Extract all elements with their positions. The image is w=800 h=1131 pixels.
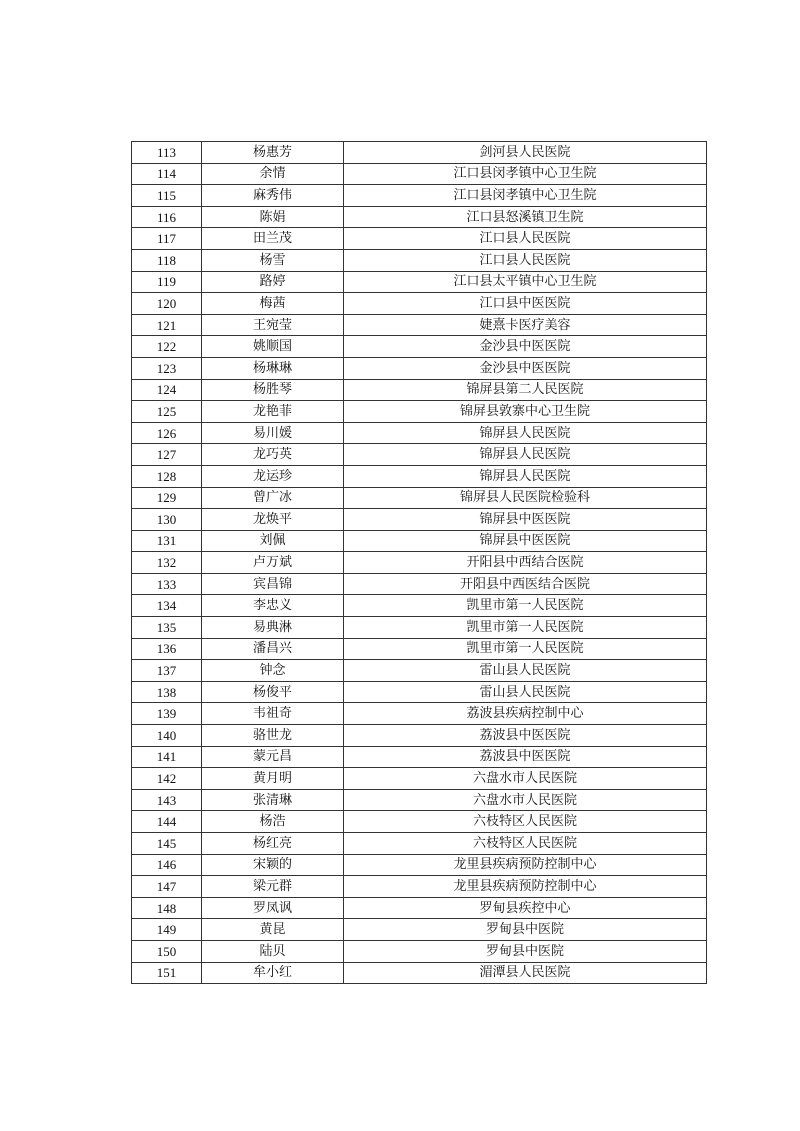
organization-cell: 龙里县疾病预防控制中心	[344, 854, 707, 876]
organization-cell: 罗甸县中医院	[344, 940, 707, 962]
person-name-cell: 卢万斌	[202, 552, 344, 574]
table-row	[132, 638, 707, 660]
organization-cell: 雷山县人民医院	[344, 681, 707, 703]
row-number-cell: 144	[132, 811, 202, 833]
person-name-cell: 余情	[202, 163, 344, 185]
table-row	[132, 444, 707, 466]
row-number-cell: 117	[132, 228, 202, 250]
table-row	[132, 660, 707, 682]
row-number-cell: 123	[132, 357, 202, 379]
person-name-cell: 杨俊平	[202, 681, 344, 703]
person-name-cell: 王宛莹	[202, 314, 344, 336]
person-name-cell: 骆世龙	[202, 725, 344, 747]
organization-cell: 凯里市第一人民医院	[344, 638, 707, 660]
table-row	[132, 336, 707, 358]
person-name-cell: 陆贝	[202, 940, 344, 962]
row-number-cell: 120	[132, 293, 202, 315]
organization-cell: 罗甸县中医院	[344, 919, 707, 941]
organization-cell: 金沙县中医医院	[344, 357, 707, 379]
person-name-cell: 钟念	[202, 660, 344, 682]
person-name-cell: 易川媛	[202, 422, 344, 444]
row-number-cell: 142	[132, 768, 202, 790]
row-number-cell: 119	[132, 271, 202, 293]
table-row	[132, 357, 707, 379]
person-name-cell: 杨雪	[202, 249, 344, 271]
organization-cell: 开阳县中西医结合医院	[344, 573, 707, 595]
row-number-cell: 131	[132, 530, 202, 552]
person-name-cell: 宾昌锦	[202, 573, 344, 595]
table-row	[132, 811, 707, 833]
table-row	[132, 962, 707, 984]
person-name-cell: 罗凤讽	[202, 897, 344, 919]
organization-cell: 凯里市第一人民医院	[344, 617, 707, 639]
roster-table-body	[132, 142, 707, 984]
person-name-cell: 杨胜琴	[202, 379, 344, 401]
row-number-cell: 116	[132, 206, 202, 228]
table-row	[132, 293, 707, 315]
person-name-cell: 黄月明	[202, 768, 344, 790]
row-number-cell: 124	[132, 379, 202, 401]
table-row	[132, 681, 707, 703]
table-row	[132, 509, 707, 531]
row-number-cell: 137	[132, 660, 202, 682]
organization-cell: 锦屏县第二人民医院	[344, 379, 707, 401]
row-number-cell: 127	[132, 444, 202, 466]
organization-cell: 婕熹卡医疗美容	[344, 314, 707, 336]
table-row	[132, 379, 707, 401]
organization-cell: 凯里市第一人民医院	[344, 595, 707, 617]
organization-cell: 江口县闵孝镇中心卫生院	[344, 185, 707, 207]
person-name-cell: 蒙元昌	[202, 746, 344, 768]
row-number-cell: 114	[132, 163, 202, 185]
row-number-cell: 125	[132, 401, 202, 423]
person-name-cell: 梅茜	[202, 293, 344, 315]
organization-cell: 荔波县疾病控制中心	[344, 703, 707, 725]
row-number-cell: 122	[132, 336, 202, 358]
person-name-cell: 杨惠芳	[202, 142, 344, 164]
person-name-cell: 刘佩	[202, 530, 344, 552]
table-row	[132, 314, 707, 336]
table-row	[132, 919, 707, 941]
organization-cell: 雷山县人民医院	[344, 660, 707, 682]
table-row	[132, 595, 707, 617]
row-number-cell: 147	[132, 876, 202, 898]
row-number-cell: 146	[132, 854, 202, 876]
person-name-cell: 潘昌兴	[202, 638, 344, 660]
person-name-cell: 龙艳菲	[202, 401, 344, 423]
table-row	[132, 163, 707, 185]
organization-cell: 剑河县人民医院	[344, 142, 707, 164]
person-name-cell: 曾广冰	[202, 487, 344, 509]
person-name-cell: 宋颖的	[202, 854, 344, 876]
row-number-cell: 121	[132, 314, 202, 336]
table-row	[132, 465, 707, 487]
organization-cell: 锦屏县人民医院	[344, 444, 707, 466]
person-name-cell: 田兰茂	[202, 228, 344, 250]
table-row	[132, 530, 707, 552]
table-row	[132, 768, 707, 790]
person-name-cell: 梁元群	[202, 876, 344, 898]
organization-cell: 锦屏县中医医院	[344, 530, 707, 552]
organization-cell: 江口县怒溪镇卫生院	[344, 206, 707, 228]
person-name-cell: 麻秀伟	[202, 185, 344, 207]
row-number-cell: 143	[132, 789, 202, 811]
table-row	[132, 940, 707, 962]
organization-cell: 江口县中医医院	[344, 293, 707, 315]
row-number-cell: 145	[132, 833, 202, 855]
organization-cell: 龙里县疾病预防控制中心	[344, 876, 707, 898]
table-row	[132, 617, 707, 639]
table-row	[132, 746, 707, 768]
table-row	[132, 833, 707, 855]
person-name-cell: 杨琳琳	[202, 357, 344, 379]
table-row	[132, 487, 707, 509]
row-number-cell: 130	[132, 509, 202, 531]
organization-cell: 六枝特区人民医院	[344, 811, 707, 833]
person-name-cell: 易典淋	[202, 617, 344, 639]
organization-cell: 锦屏县人民医院	[344, 465, 707, 487]
table-row	[132, 228, 707, 250]
organization-cell: 锦屏县人民医院	[344, 422, 707, 444]
table-row	[132, 142, 707, 164]
row-number-cell: 115	[132, 185, 202, 207]
organization-cell: 罗甸县疾控中心	[344, 897, 707, 919]
person-name-cell: 路婷	[202, 271, 344, 293]
person-name-cell: 牟小红	[202, 962, 344, 984]
organization-cell: 六盘水市人民医院	[344, 768, 707, 790]
person-name-cell: 龙运珍	[202, 465, 344, 487]
row-number-cell: 135	[132, 617, 202, 639]
row-number-cell: 149	[132, 919, 202, 941]
organization-cell: 江口县人民医院	[344, 249, 707, 271]
row-number-cell: 133	[132, 573, 202, 595]
table-row	[132, 401, 707, 423]
person-name-cell: 杨浩	[202, 811, 344, 833]
person-name-cell: 姚顺国	[202, 336, 344, 358]
table-row	[132, 573, 707, 595]
row-number-cell: 139	[132, 703, 202, 725]
organization-cell: 荔波县中医医院	[344, 746, 707, 768]
person-name-cell: 黄昆	[202, 919, 344, 941]
person-name-cell: 韦祖奇	[202, 703, 344, 725]
row-number-cell: 148	[132, 897, 202, 919]
row-number-cell: 126	[132, 422, 202, 444]
row-number-cell: 151	[132, 962, 202, 984]
organization-cell: 六枝特区人民医院	[344, 833, 707, 855]
row-number-cell: 136	[132, 638, 202, 660]
row-number-cell: 141	[132, 746, 202, 768]
row-number-cell: 128	[132, 465, 202, 487]
table-row	[132, 206, 707, 228]
table-row	[132, 422, 707, 444]
table-row	[132, 703, 707, 725]
organization-cell: 江口县闵孝镇中心卫生院	[344, 163, 707, 185]
organization-cell: 六盘水市人民医院	[344, 789, 707, 811]
row-number-cell: 138	[132, 681, 202, 703]
person-name-cell: 李忠义	[202, 595, 344, 617]
person-name-cell: 张清琳	[202, 789, 344, 811]
table-row	[132, 185, 707, 207]
organization-cell: 锦屏县人民医院检验科	[344, 487, 707, 509]
person-name-cell: 龙巧英	[202, 444, 344, 466]
organization-cell: 金沙县中医医院	[344, 336, 707, 358]
row-number-cell: 118	[132, 249, 202, 271]
row-number-cell: 113	[132, 142, 202, 164]
table-row	[132, 789, 707, 811]
table-row	[132, 854, 707, 876]
row-number-cell: 150	[132, 940, 202, 962]
table-row	[132, 876, 707, 898]
organization-cell: 锦屏县中医医院	[344, 509, 707, 531]
table-row	[132, 552, 707, 574]
organization-cell: 江口县人民医院	[344, 228, 707, 250]
person-name-cell: 杨红亮	[202, 833, 344, 855]
person-name-cell: 陈娟	[202, 206, 344, 228]
organization-cell: 湄潭县人民医院	[344, 962, 707, 984]
organization-cell: 开阳县中西结合医院	[344, 552, 707, 574]
person-name-cell: 龙焕平	[202, 509, 344, 531]
table-row	[132, 725, 707, 747]
table-row	[132, 249, 707, 271]
table-row	[132, 897, 707, 919]
organization-cell: 锦屏县敦寨中心卫生院	[344, 401, 707, 423]
table-row	[132, 271, 707, 293]
row-number-cell: 132	[132, 552, 202, 574]
organization-cell: 江口县太平镇中心卫生院	[344, 271, 707, 293]
row-number-cell: 140	[132, 725, 202, 747]
roster-table	[131, 141, 707, 984]
organization-cell: 荔波县中医医院	[344, 725, 707, 747]
row-number-cell: 129	[132, 487, 202, 509]
row-number-cell: 134	[132, 595, 202, 617]
